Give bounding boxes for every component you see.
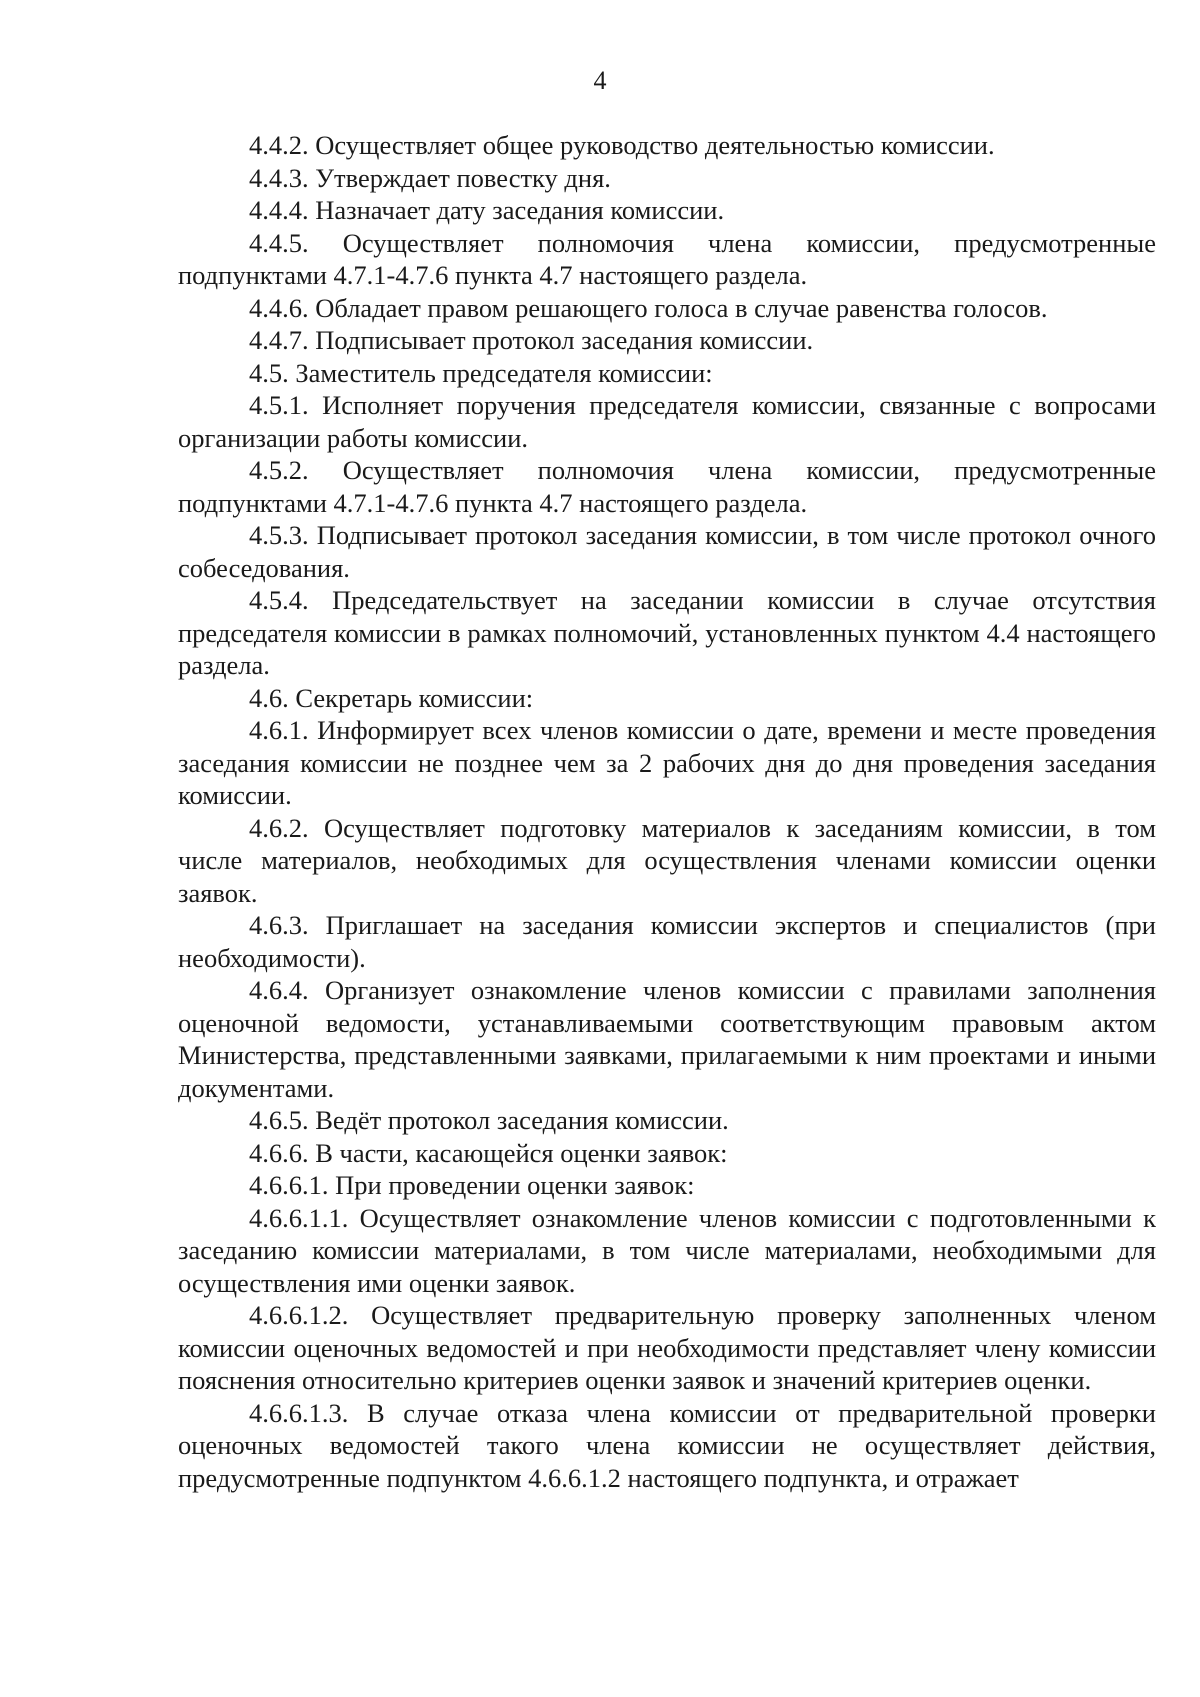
paragraph-4-6-6: 4.6.6. В части, касающейся оценки заявок: bbox=[249, 1137, 728, 1168]
paragraph-4-6-6-1-1: 4.6.6.1.1. Осуществляет ознакомление членов комиссии с подготовленными к заседанию комиссии материалами, в том числе материалами, необходимыми для осуществления ими оценки заявок. bbox=[178, 1202, 1156, 1298]
paragraph-4-6: 4.6. Секретарь комиссии: bbox=[249, 682, 534, 713]
paragraph-4-6-5: 4.6.5. Ведёт протокол заседания комиссии. bbox=[249, 1105, 729, 1135]
paragraph-4-4-2: 4.4.2. Осуществляет общее руководство деятельностью комиссии. bbox=[249, 130, 995, 160]
paragraph-4-4-7: 4.4.7. Подписывает протокол заседания комиссии. bbox=[249, 325, 814, 355]
paragraph-4-5-3: 4.5.3. Подписывает протокол заседания комиссии, в том числе протокол очного собеседования. bbox=[178, 520, 1156, 583]
paragraph-4-5: 4.5. Заместитель председателя комиссии: bbox=[249, 357, 713, 388]
paragraph-4-6-6-1: 4.6.6.1. При проведении оценки заявок: bbox=[249, 1170, 695, 1200]
paragraph-4-6-6-1-2: 4.6.6.1.2. Осуществляет предварительную проверку заполненных членом комиссии оценочных ведомостей и при необходимости представляет члену комиссии пояснения относительно критериев оценки заявок и значений критериев оценки. bbox=[178, 1300, 1156, 1395]
paragraph-4-5-2: 4.5.2. Осуществляет полномочия члена комиссии, предусмотренные подпунктами 4.7.1-4.7.6 пункта 4.7 настоящего раздела. bbox=[178, 455, 1156, 518]
paragraph-4-6-6-1-3: 4.6.6.1.3. В случае отказа члена комиссии от предварительной проверки оценочных ведомостей такого члена комиссии не осуществляет действия, предусмотренные подпунктом 4.6.6.1.2 настоящего подпункта, и отражает bbox=[178, 1397, 1156, 1493]
paragraph-4-4-6: 4.4.6. Обладает правом решающего голоса в случае равенства голосов. bbox=[249, 292, 1048, 323]
paragraph-4-4-5: 4.4.5. Осуществляет полномочия члена комиссии, предусмотренные подпунктами 4.7.1-4.7.6 пункта 4.7 настоящего раздела. bbox=[178, 227, 1156, 290]
page-number: 4 bbox=[593, 66, 607, 95]
paragraph-4-5-4: 4.5.4. Председательствует на заседании комиссии в случае отсутствия председателя комиссии в рамках полномочий, установленных пунктом 4.4 настоящего раздела. bbox=[178, 585, 1156, 680]
paragraph-4-6-2: 4.6.2. Осуществляет подготовку материалов к заседаниям комиссии, в том числе материалов, необходимых для осуществления членами комиссии оценки заявок. bbox=[178, 812, 1156, 908]
paragraph-4-5-1: 4.5.1. Исполняет поручения председателя комиссии, связанные с вопросами организации работы комиссии. bbox=[178, 390, 1156, 453]
paragraph-4-6-3: 4.6.3. Приглашает на заседания комиссии экспертов и специалистов (при необходимости). bbox=[178, 910, 1156, 973]
paragraph-4-4-3: 4.4.3. Утверждает повестку дня. bbox=[249, 162, 611, 193]
document-body bbox=[178, 129, 1156, 1494]
paragraph-4-4-4: 4.4.4. Назначает дату заседания комиссии. bbox=[249, 195, 725, 225]
paragraph-4-6-4: 4.6.4. Организует ознакомление членов комиссии с правилами заполнения оценочной ведомости, устанавливаемыми соответствующим правовым актом Министерства, представленными заявками, прилагаемыми к ним проектами и иными документами. bbox=[178, 975, 1156, 1103]
paragraph-4-6-1: 4.6.1. Информирует всех членов комиссии о дате, времени и месте проведения заседания комиссии не позднее чем за 2 рабочих дня до дня проведения заседания комиссии. bbox=[178, 715, 1156, 810]
